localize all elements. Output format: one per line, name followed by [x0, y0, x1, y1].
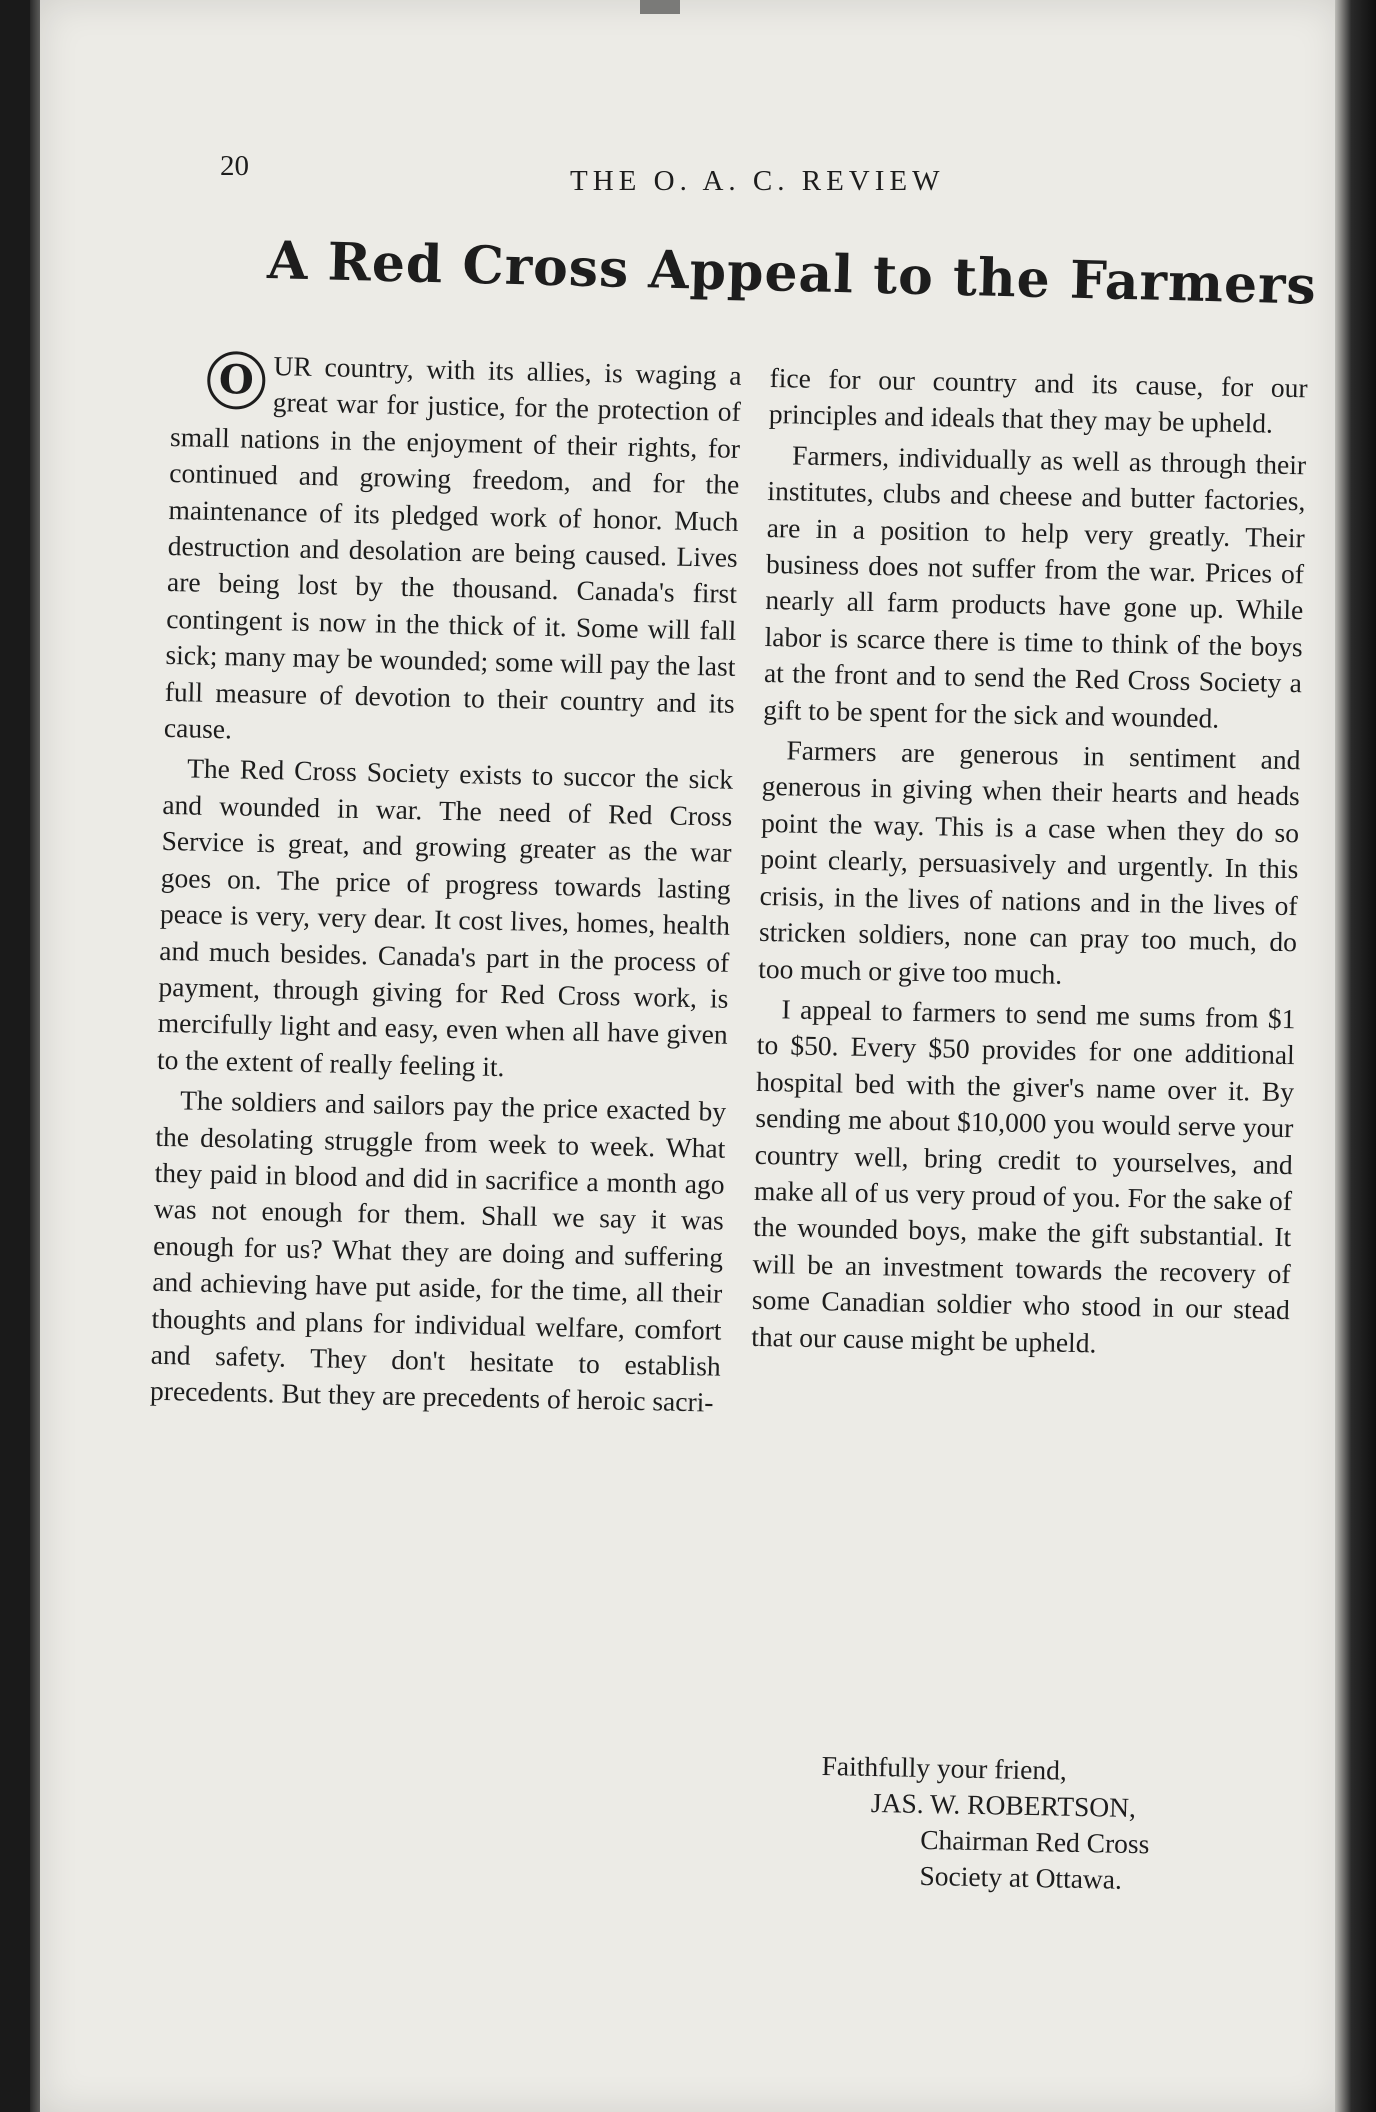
signature-title: Society at Ottawa.	[919, 1859, 1123, 1895]
signature-closing: Faithfully your friend,	[821, 1749, 1068, 1786]
drop-cap: O	[207, 351, 266, 410]
signature-title: Chairman Red Cross	[919, 1823, 1150, 1860]
page-right-edge	[1335, 0, 1376, 2112]
signature-name: JAS. W. ROBERTSON,	[870, 1786, 1137, 1824]
paragraph: Farmers, individually as well as through their institutes, clubs and cheese and butter factories, are in a position to help very greatly. Their business does not suffer from the war. Prices of nearly all farm products have gone up. While labor is scarce there is time to think of the boys at the front and to send the Red Cross Society a gift to be spent for the sick and wounded.	[762, 439, 1307, 734]
signature-block	[819, 1748, 1292, 1901]
paragraph: Farmers are generous in sentiment and generous in giving when their hearts and heads point the way. This is a case when they do so point clearly, persuasively and urgently. In this crisis, in the lives of nations and in the lives of stricken soldiers, none can pray too much, do too much or give too much.	[758, 734, 1301, 990]
paragraph: The Red Cross Society exists to succor the sick and wounded in war. The need of Red Cross Service is great, and growing greater as the war goes on. The price of progress towards lasting peace is very, very dear. It cost lives, homes, health and much besides. Canada's part in the process of payment, through giving for Red Cross work, is mercifully light and easy, even when all have given to the extent of really feeling it.	[156, 752, 734, 1082]
binding-clip	[640, 0, 680, 14]
paragraph-text: UR country, with its allies, is waging a great war for justice, for the protection of small nations in the enjoyment of their rights, for continued and growing freedom, and for the maintenance of its pledged work of honor. Much destruction and desolation are being caused. Lives are being lost by the thousand. Canada's first contingent is now in the thick of it. Some will fall sick; many may be wounded; some will pay the last full measure of devotion to their country and its cause.	[163, 350, 742, 745]
running-head: THE O. A. C. REVIEW	[570, 165, 945, 197]
paragraph: I appeal to farmers to send me sums from $1 to $50. Every $50 provides for one additional hospital bed with the giver's name over it. By sending me about $10,000 you would serve your country well, bring credit to yourselves, and make all of us very proud of you. For the sake of the wounded boys, make the gift substantial. It will be an investment towards the recovery of some Canadian soldier who stood in our stead that our cause might be upheld.	[750, 993, 1296, 1359]
right-column	[751, 360, 1308, 1369]
paragraph: fice for our country and its cause, for our principles and ideals that they may be upheld.	[768, 361, 1308, 440]
paragraph	[164, 346, 742, 758]
article-title: A Red Cross Appeal to the Farmers	[266, 230, 1318, 317]
page-number: 20	[220, 150, 249, 182]
paragraph: The soldiers and sailors pay the price exacted by the desolating struggle from week to week. What they paid in blood and did in sacrifice a month ago was not enough for them. Shall we say it was enough for us? What they are doing and suffering and achieving have put aside, for the time, all their thoughts and plans for individual welfare, comfort and safety. They don't hesitate to establish precedents. But they are precedents of heroic sacri-	[149, 1084, 727, 1418]
left-column	[150, 346, 742, 1425]
